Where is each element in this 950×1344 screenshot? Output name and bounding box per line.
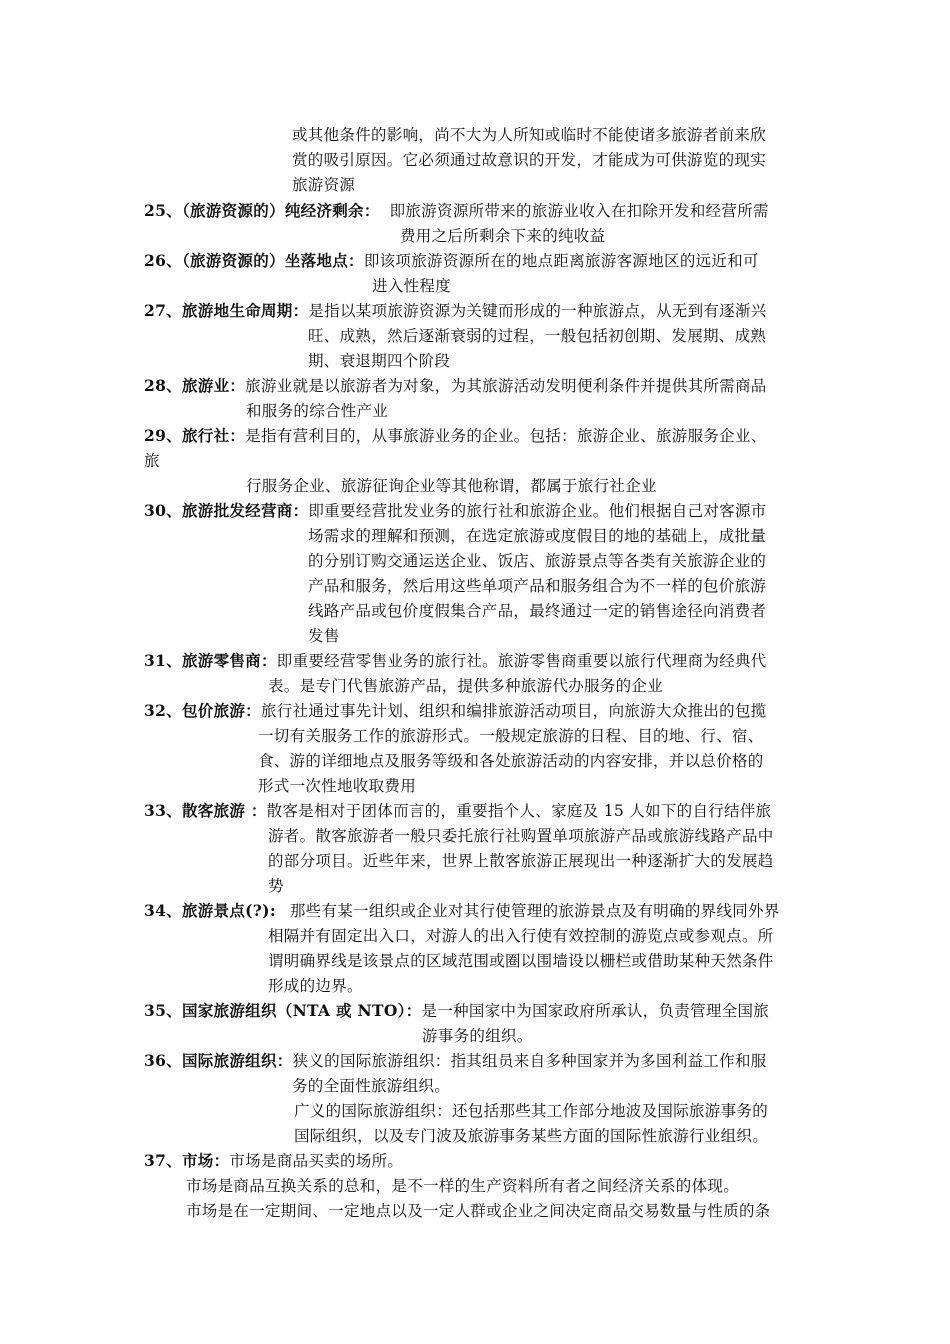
entry-definition: 即重要经营零售业务的旅行社。旅游零售商重要以旅行代理商为经典代 (276, 652, 767, 670)
entry-36 (144, 1049, 767, 1073)
text-line: 期、衰退期四个阶段 (308, 352, 451, 370)
entry-definition: 市场是商品买卖的场所。 (229, 1152, 404, 1170)
entry-definition: 狭义的国际旅游组织：指其组员来自多种国家并为多国利益工作和服 (292, 1052, 767, 1070)
text-line: 食、游的详细地点及服务等级和各处旅游活动的内容安排，并以总价格的 (258, 752, 764, 770)
entry-definition: 那些有某一组织或企业对其行使管理的旅游景点及有明确的界线同外界 (289, 902, 780, 920)
entry-definition: 是指有营利目的，从事旅游业务的企业。包括：旅游企业、旅游服务企业、 (245, 427, 767, 445)
text-line: 广义的国际旅游组织：还包括那些其工作部分地波及国际旅游事务的 (294, 1102, 769, 1120)
text-line: 一切有关服务工作的旅游形式。一般规定旅游的日程、目的地、行、宿、 (258, 727, 764, 745)
text-line: 势 (268, 877, 284, 895)
entry-term: 31、旅游零售商： (144, 651, 277, 670)
entry-term: 34、旅游景点(?): (144, 901, 276, 920)
entry-term: 25、（旅游资源的）纯经济剩余： (144, 201, 380, 220)
text-line: 形成的边界。 (268, 977, 363, 995)
entry-definition: 即该项旅游资源所在的地点距离旅游客源地区的远近和可 (363, 252, 759, 270)
entry-term: 33、散客旅游 ： (144, 801, 267, 820)
entry-definition: 即重要经营批发业务的旅行社和旅游企业。他们根据自己对客源市 (308, 502, 767, 520)
text-line: 费用之后所剩余下来的纯收益 (400, 227, 606, 245)
text-line: 相隔并有固定出入口，对游人的出入行使有效控制的游览点或参观点。所 (268, 927, 774, 945)
entry-definition: 是指以某项旅游资源为关键而形成的一种旅游点，从无到有逐渐兴 (308, 302, 767, 320)
text-line: 发售 (308, 627, 340, 645)
entry-definition: 散客是相对于团体而言的，重要指个人、家庭及 15 人如下的自行结伴旅 (266, 802, 772, 820)
entry-25 (144, 199, 769, 223)
entry-term: 28、旅游业： (144, 376, 246, 395)
text-line: 形式一次性地收取费用 (258, 777, 417, 795)
entry-term: 37、市场： (144, 1151, 230, 1170)
entry-29 (144, 424, 767, 448)
text-line: 或其他条件的影响，尚不大为人所知或临时不能使诸多旅游者前来欣 (292, 126, 767, 144)
entry-34 (144, 899, 780, 923)
text-line: 赏的吸引原因。它必须通过故意识的开发，才能成为可供游览的现实 (292, 151, 767, 169)
entry-definition: 即旅游资源所带来的旅游业收入在扣除开发和经营所需 (389, 202, 769, 220)
text-line: 的分别订购交通运送企业、饭店、旅游景点等各类有关旅游企业的 (308, 552, 767, 570)
text-line: 国际组织，以及专门波及旅游事务某些方面的国际性旅游行业组织。 (294, 1127, 769, 1145)
text-line: 旺、成熟，然后逐渐衰弱的过程，一般包括初创期、发展期、成熟 (308, 327, 767, 345)
entry-term: 35、国家旅游组织（NTA 或 NTO）： (144, 1001, 422, 1020)
entry-35 (144, 999, 769, 1023)
text-line: 和服务的综合性产业 (246, 402, 389, 420)
entry-27 (144, 299, 767, 323)
entry-definition: 是一种国家中为国家政府所承认，负责管理全国旅 (421, 1002, 770, 1020)
text-line: 的部分项目。近些年来，世界上散客旅游正展现出一种逐渐扩大的发展趋 (268, 852, 774, 870)
text-line: 谓明确界线是该景点的区域范围或圈以围墙设以栅栏或借助某种天然条件 (268, 952, 774, 970)
text-line: 市场是在一定期间、一定地点以及一定人群或企业之间决定商品交易数量与性质的条 (186, 1202, 771, 1220)
entry-term: 36、国际旅游组织： (144, 1051, 293, 1070)
text-line: 务的全面性旅游组织。 (292, 1077, 451, 1095)
text-line: 行服务企业、旅游征询企业等其他称谓，都属于旅行社企业 (246, 477, 657, 495)
entry-32 (144, 699, 767, 723)
text-line: 产品和服务，然后用这些单项产品和服务组合为不一样的包价旅游 (308, 577, 767, 595)
entry-term: 27、旅游地生命周期： (144, 301, 309, 320)
entry-28 (144, 374, 767, 398)
text-line: 场需求的理解和预测，在选定旅游或度假目的地的基础上，成批量 (308, 527, 767, 545)
text-line: 旅 (144, 452, 160, 470)
entry-31 (144, 649, 767, 673)
text-line: 进入性程度 (372, 277, 452, 295)
entry-33 (144, 799, 771, 823)
entry-26 (144, 249, 759, 273)
entry-term: 32、包价旅游： (144, 701, 261, 720)
text-line: 旅游资源 (292, 176, 356, 194)
text-line: 游者。散客旅游者一般只委托旅行社购置单项旅游产品或旅游线路产品中 (268, 827, 774, 845)
text-line: 游事务的组织。 (422, 1027, 533, 1045)
text-line: 线路产品或包价度假集合产品，最终通过一定的销售途径向消费者 (308, 602, 767, 620)
entry-term: 30、旅游批发经营商： (144, 501, 309, 520)
entry-term: 26、（旅游资源的）坐落地点： (144, 251, 364, 270)
entry-30 (144, 499, 767, 523)
text-line: 表。是专门代售旅游产品，提供多种旅游代办服务的企业 (268, 677, 664, 695)
entry-term: 29、旅行社： (144, 426, 246, 445)
entry-37 (144, 1149, 403, 1173)
entry-definition: 旅游业就是以旅游者为对象，为其旅游活动发明便利条件并提供其所需商品 (245, 377, 767, 395)
text-line: 市场是商品互换关系的总和，是不一样的生产资料所有者之间经济关系的体现。 (186, 1177, 740, 1195)
entry-definition: 旅行社通过事先计划、组织和编排旅游活动项目，向旅游大众推出的包揽 (260, 702, 767, 720)
